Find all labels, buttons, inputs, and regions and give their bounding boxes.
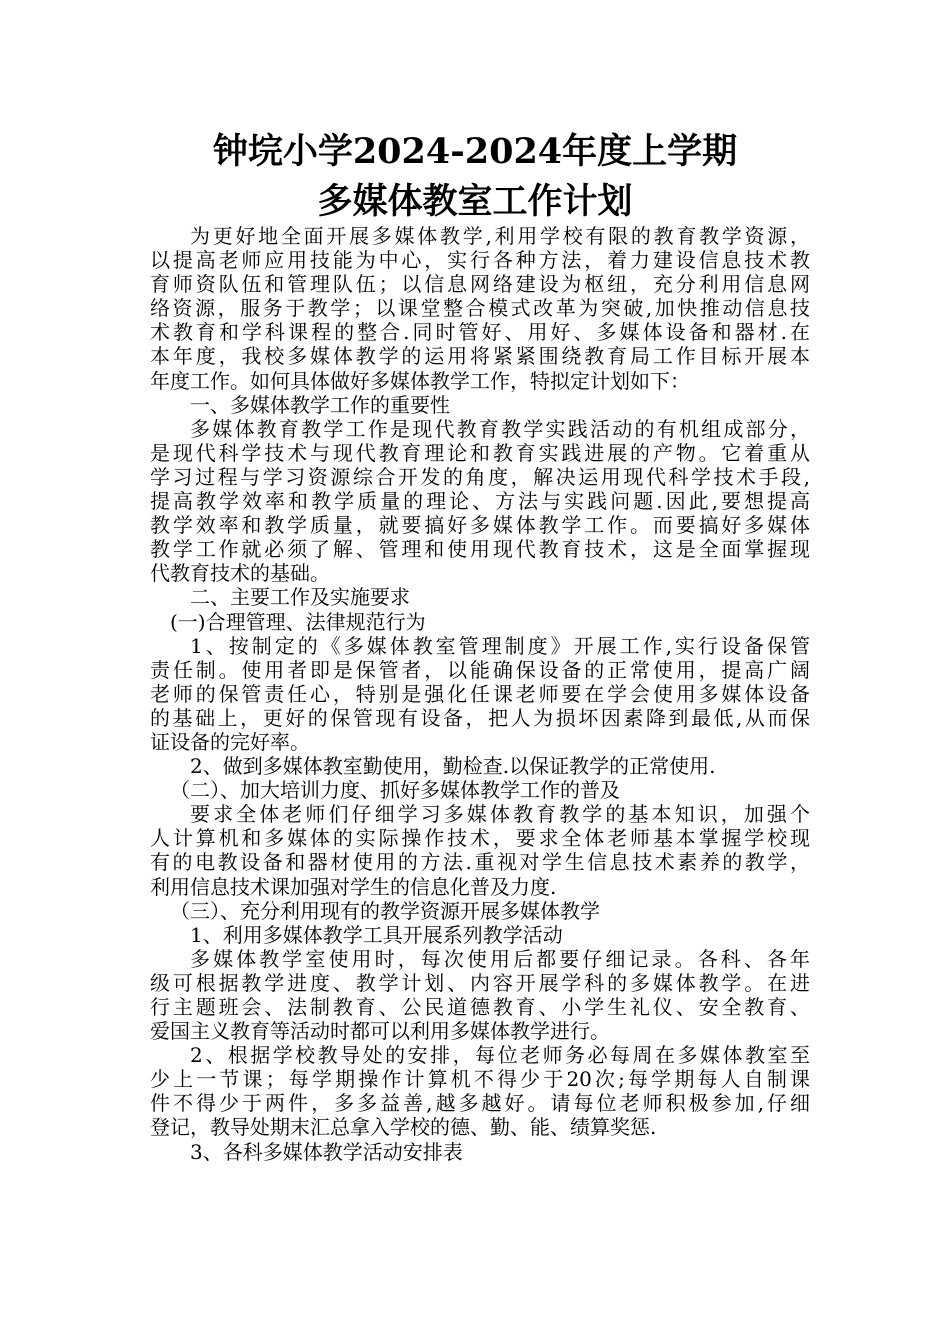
document-text-line: 证设备的完好率。 [150,729,310,754]
document-text-line: 有的电教设备和器材使用的方法.重视对学生信息技术素养的教学， [150,850,810,875]
document-text-line: 利用信息技术课加强对学生的信息化普及力度. [150,874,557,899]
document-text-line: 络资源，服务于教学；以课堂整合模式改革为突破,加快推动信息技 [150,296,810,321]
document-text-line: 行主题班会、法制教育、公民道德教育、小学生礼仪、安全教育、 [150,995,810,1019]
document-text-line: 3、各科多媒体教学活动安排表 [190,1139,463,1164]
document-text-line: 少上一节课；每学期操作计算机不得少于20次;每学期每人自制课 [150,1067,810,1092]
document-text-line: 年度工作。如何具体做好多媒体教学工作，特拟定计划如下： [150,368,690,393]
document-text-line: 要求全体老师们仔细学习多媒体教育教学的基本知识，加强个 [190,802,810,827]
document-text-line: 二、主要工作及实施要求 [190,585,410,610]
document-text-line: 爱国主义教育等活动时都可以利用多媒体教学进行。 [150,1019,610,1044]
document-text-line: 多媒体教育教学工作是现代教育教学实践活动的有机组成部分， [190,416,810,441]
document-text-line: （二）、加大培训力度、抓好多媒体教学工作的普及 [170,778,620,803]
document-text-line: 代教育技术的基础。 [150,561,330,586]
document-text-line: （三）、充分利用现有的教学资源开展多媒体教学 [170,898,600,923]
document-text-line: 多媒体教学室使用时，每次使用后都要仔细记录。各科、各年 [190,946,810,971]
document-text-line: 的基础上，更好的保管现有设备，把人为损坏因素降到最低,从而保 [150,705,810,730]
document-text-line: (一)合理管理、法律规范行为 [170,609,426,634]
document-text-line: 以提高老师应用技能为中心，实行各种方法，着力建设信息技术教 [150,248,810,273]
document-text-line: 级可根据教学进度、教学计划、内容开展学科的多媒体教学。在进 [150,970,810,995]
document-text-line: 件不得少于两件，多多益善,越多越好。请每位老师积极参加,仔细 [150,1091,810,1116]
document-text-line: 学习过程与学习资源综合开发的角度，解决运用现代科学技术手段, [150,464,810,489]
document-text-line: 提高教学效率和教学质量的理论、方法与实践问题.因此,要想提高 [150,489,810,514]
document-text-line: 本年度，我校多媒体教学的运用将紧紧围绕教育局工作目标开展本 [150,344,810,369]
document-text-line: 术教育和学科课程的整合.同时管好、用好、多媒体设备和器材.在 [150,320,810,345]
document-text-line: 教学工作就必须了解、管理和使用现代教育技术，这是全面掌握现 [150,537,810,562]
document-text-line: 老师的保管责任心，特别是强化任课老师要在学会使用多媒体设备 [150,681,810,706]
document-text-line: 育师资队伍和管理队伍；以信息网络建设为枢纽，充分利用信息网 [150,272,810,297]
document-text-line: 为更好地全面开展多媒体教学,利用学校有限的教育教学资源， [190,224,810,248]
document-body [150,224,810,1164]
document-text-line: 一、多媒体教学工作的重要性 [190,392,450,417]
document-text-line: 1、按制定的《多媒体教室管理制度》开展工作,实行设备保管 [190,633,810,658]
document-text-line: 1、利用多媒体教学工具开展系列教学活动 [190,922,563,947]
document-text-line: 人计算机和多媒体的实际操作技术，要求全体老师基本掌握学校现 [150,826,810,851]
document-title-line-2: 多媒体教室工作计划 [317,181,633,222]
document-title-line-1: 钟垸小学2024-2024年度上学期 [212,131,738,172]
document-text-line: 2、根据学校教导处的安排，每位老师务必每周在多媒体教室至 [190,1043,810,1068]
document-text-line: 责任制。使用者即是保管者，以能确保设备的正常使用，提高广阔 [150,657,810,682]
document-text-line: 2、做到多媒体教室勤使用，勤检查.以保证教学的正常使用. [190,754,716,779]
document-text-line: 是现代科学技术与现代教育理论和教育实践进展的产物。它着重从 [150,440,810,465]
document-text-line: 登记，教导处期末汇总拿入学校的德、勤、能、绩算奖惩. [150,1115,657,1140]
document-text-line: 教学效率和教学质量，就要搞好多媒体教学工作。而要搞好多媒体 [150,513,810,538]
